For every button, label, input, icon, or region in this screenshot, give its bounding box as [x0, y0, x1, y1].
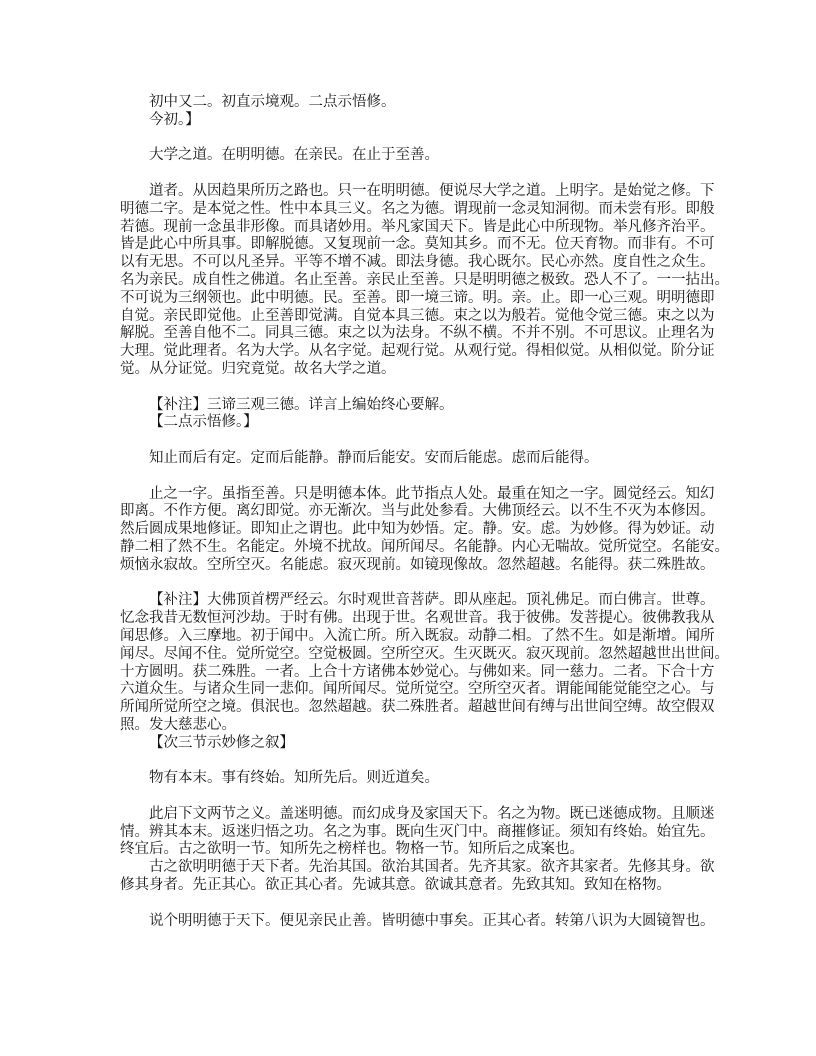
- blank-line: [120, 575, 740, 593]
- text-line: 止之一字。虽指至善。只是明德本体。此节指点人处。最重在知之一字。圆觉经云。知幻: [149, 485, 715, 502]
- text-line: 闻尽。尽闻不住。觉所觉空。空觉极圆。空所空灭。生灭既灭。寂灭现前。忽然超越世出世间。: [120, 645, 729, 662]
- text-line: 解脱。至善自他不二。同具三德。束之以为法身。不纵不横。不并不别。不可思议。止理名为: [120, 325, 715, 342]
- text-line: 静二相了然不生。名能定。外境不扰故。闻所闻尽。名能静。内心无喘故。觉所觉空。名能安。: [120, 538, 729, 555]
- text-line: 此启下文两节之义。盖迷明德。而幻成身及家国天下。名之为物。既已迷德成物。且顺迷: [149, 805, 715, 822]
- text-line: 初中又二。初直示境观。二点示悟修。: [149, 94, 396, 110]
- text-line: 烦恼永寂故。空所空灭。名能虑。寂灭现前。如镜现像故。忽然超越。名能得。获二殊胜故。: [120, 556, 715, 573]
- blank-line: [120, 752, 740, 770]
- text-line: 终宜后。古之欲明一节。知所先之榜样也。物格一节。知所后之成案也。: [120, 841, 584, 858]
- text-line: 若德。现前一念虽非形像。而具诸妙用。举凡家国天下。皆是此心中所现物。举凡修齐治平。: [120, 218, 715, 235]
- text-line: 大理。觉此理者。名为大学。从名字觉。起观行觉。从观行觉。得相似觉。从相似觉。阶分证: [120, 343, 715, 360]
- text-line: 物有本末。事有终始。知所先后。则近道矣。: [149, 770, 439, 787]
- text-line: 六道众生。与诸众生同一悲仰。闻所闻尽。觉所觉空。空所空灭者。谓能闻能觉能空之心。与: [120, 681, 715, 698]
- text-line: 忆念我昔无数恒河沙劫。于时有佛。出现于世。名观世音。我于彼佛。发菩提心。彼佛教我从: [120, 610, 715, 627]
- text-line: 十方圆明。获二殊胜。一者。上合十方诸佛本妙觉心。与佛如来。同一慈力。二者。下合十方: [120, 663, 715, 680]
- text-line: 觉。从分证觉。归究竟觉。故名大学之道。: [120, 360, 396, 377]
- blank-line: [120, 432, 740, 450]
- blank-line: [120, 379, 740, 397]
- blank-line: [120, 130, 740, 148]
- text-line: 名为亲民。成自性之佛道。名止至善。亲民止至善。只是明明德之极致。恐人不了。一一拈出。: [120, 271, 729, 288]
- text-line: 不可说为三纲领也。此中明德。民。至善。即一境三谛。明。亲。止。即一心三观。明明德即: [120, 289, 715, 306]
- text-line: 说个明明德于天下。便见亲民止善。皆明德中事矣。正其心者。转第八识为大圆镜智也。: [149, 912, 715, 929]
- text-line: 闻思修。入三摩地。初于闻中。入流亡所。所入既寂。动静二相。了然不生。如是渐增。闻所: [120, 627, 715, 644]
- text-line: 知止而后有定。定而后能静。静而后能安。安而后能虑。虑而后能得。: [149, 449, 599, 466]
- text-line: 今初。】: [149, 111, 200, 128]
- text-line: 自觉。亲民即觉他。止至善即觉满。自觉本具三德。束之以为般若。觉他令觉三德。束之以为: [120, 307, 715, 324]
- text-line: 明德二字。是本觉之性。性中本具三义。名之为德。谓现前一念灵知洞彻。而未尝有形。即般: [120, 200, 715, 217]
- text-line: 道者。从因趋果所历之路也。只一在明明德。便说尽大学之道。上明字。是始觉之修。下: [149, 182, 715, 199]
- text-line: 【补注】三谛三观三德。详言上编始终心要解。: [149, 396, 454, 413]
- text-line: 照。发大慈悲心。: [120, 716, 236, 733]
- text-line: 情。辨其本末。返迷归悟之功。名之为事。既向生灭门中。商摧修证。须知有终始。始宜先。: [120, 823, 715, 840]
- text-line: 【补注】大佛顶首楞严经云。尔时观世音菩萨。即从座起。顶礼佛足。而白佛言。世尊。: [149, 592, 715, 609]
- text-line: 大学之道。在明明德。在亲民。在止于至善。: [149, 147, 439, 164]
- text-line: 古之欲明明德于天下者。先治其国。欲治其国者。先齐其家。欲齐其家者。先修其身。欲: [149, 859, 715, 876]
- text-line: 皆是此心中所具事。即解脱德。又复现前一念。莫知其乡。而不无。位天育物。而非有。不可: [120, 236, 715, 253]
- text-line: 然后圆成果地修证。即知止之谓也。此中知为妙悟。定。静。安。虑。为妙修。得为妙证。动: [120, 521, 715, 538]
- text-line: 所闻所觉所空之境。俱泯也。忽然超越。获二殊胜者。超越世间有缚与出世间空缚。故空假双: [120, 699, 715, 716]
- document-page: [120, 94, 740, 930]
- blank-line: [120, 788, 740, 806]
- blank-line: [120, 895, 740, 913]
- text-line: 以有无思。不可以凡圣异。平等不增不减。即法身德。我心既尔。民心亦然。度自性之众生。: [120, 254, 715, 271]
- text-line: 【次三节示妙修之叙】: [149, 734, 294, 751]
- blank-line: [120, 468, 740, 486]
- blank-line: [120, 165, 740, 183]
- text-line: 修其身者。先正其心。欲正其心者。先诚其意。欲诚其意者。先致其知。致知在格物。: [120, 877, 671, 894]
- text-line: 即离。不作方便。离幻即觉。亦无渐次。当与此处参看。大佛顶经云。以不生不灭为本修因。: [120, 503, 715, 520]
- text-line: 【二点示悟修。】: [149, 414, 258, 431]
